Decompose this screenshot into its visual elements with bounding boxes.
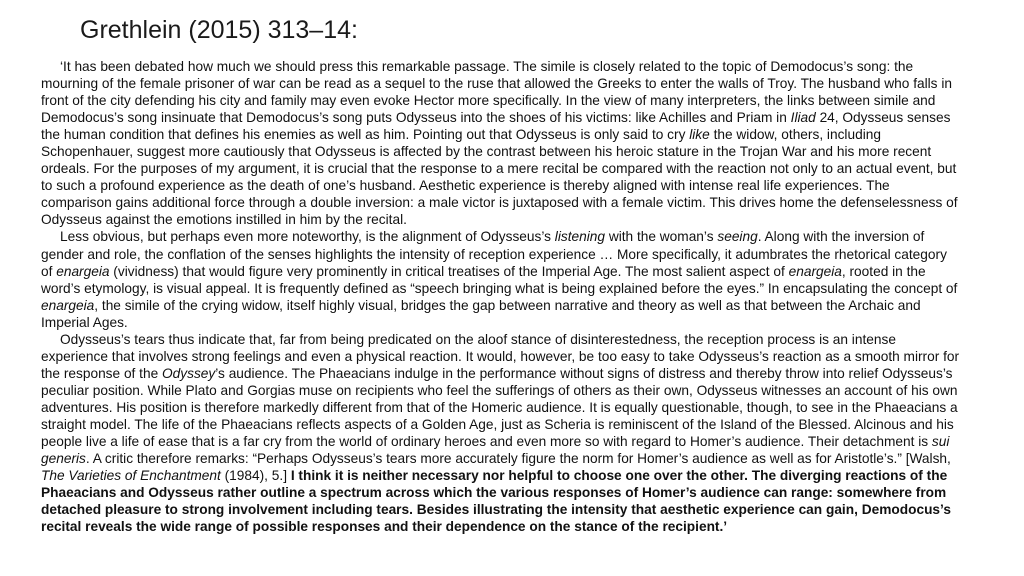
text-run: . A critic therefore remarks: “Perhaps Odysseus’s tears more accurately figure the norm for Homer’s audience as well as for Aristotle’s.” [Walsh,	[85, 451, 951, 467]
text-run: 24, Odysseus senses the human condition that defines his enemies as well as him. Pointing out that Odysseus is only said to cry	[41, 110, 951, 143]
italic-text-run: enargeia	[41, 297, 95, 313]
slide-title: Grethlein (2015) 313–14:	[80, 16, 358, 44]
text-run: the widow, others, including Schopenhauer, suggest more cautiously that Odysseus is affected by the contrast between his heroic stature in the Trojan War and his more recent ordeals. For the purposes of my argument, it is crucial that the response to a mere recital be compared with the reaction not only to an actual event, but to such a profound experience as the death of one’s husband. Aesthetic experience is thereby aligned with intense real life experiences. The comparison gains additional force through a double inversion: a male victor is juxtaposed with a female victim. This drives home the defenselessness of Odysseus against the emotions instilled in him by the recital.	[41, 127, 958, 228]
italic-text-run: enargeia	[788, 263, 842, 279]
italic-text-run: listening	[554, 229, 606, 245]
text-run: with the woman’s	[605, 229, 718, 245]
quote-paragraph-3	[41, 331, 961, 536]
italic-text-run: Iliad	[790, 110, 816, 126]
text-run: (1984), 5.]	[220, 468, 291, 484]
bold-text-run: I think it is neither necessary nor helpful to choose one over the other. The diverging reactions of the Phaeacians and Odysseus rather outline a spectrum across which the various responses of Homer’s audience can range: somewhere from detached pleasure to strong involvement including tears. Besides illustrating the intensity that aesthetic experience can gain, Demodocus’s recital reveals the wide range of possible responses and their dependence on the stance of the recipient.’	[41, 468, 951, 535]
quotation-body	[41, 58, 961, 535]
quote-paragraph-2	[41, 228, 961, 330]
text-run: Less obvious, but perhaps even more noteworthy, is the alignment of Odysseus’s	[60, 229, 555, 245]
italic-text-run: seeing	[717, 229, 758, 245]
italic-text-run: sui generis	[41, 434, 950, 467]
italic-text-run: Odyssey	[162, 365, 216, 381]
text-run: (vividness) that would figure very prominently in critical treatises of the Imperial Age. The most salient aspect of	[109, 263, 789, 279]
text-run: Odysseus’s tears thus indicate that, far from being predicated on the aloof stance of disinterestedness, the reception process is an intense experience that involves strong feelings and even a physical reaction. It would, however, be too easy to take Odysseus’s reaction as a smooth mirror for the response of the	[41, 331, 960, 381]
italic-text-run: The Varieties of Enchantment	[41, 468, 221, 484]
text-run: , rooted in the word’s etymology, is visual appeal. It is frequently defined as “speech bringing what is being explained before the eyes.” In encapsulating the concept of	[41, 263, 958, 296]
text-run: . Along with the inversion of gender and role, the conflation of the senses highlights the intensity of reception experience … More specifically, it adumbrates the rhetorical category of	[41, 229, 947, 279]
text-run: ‘It has been debated how much we should press this remarkable passage. The simile is closely related to the topic of Demodocus’s song: the mourning of the female prisoner of war can be read as a sequel to the ruse that allowed the Greeks to enter the walls of Troy. The husband who falls in front of the city defending his city and family may even evoke Hector more specifically. In the view of many interpreters, the links between simile and Demodocus’s song insinuate that Demodocus’s song puts Odysseus into the shoes of his victims: like Achilles and Priam in	[41, 59, 952, 126]
text-run: , the simile of the crying widow, itself highly visual, bridges the gap between narrative and theory as well as that between the Archaic and Imperial Ages.	[41, 297, 921, 330]
italic-text-run: enargeia	[56, 263, 110, 279]
quote-paragraph-1	[41, 58, 961, 228]
italic-text-run: like	[689, 127, 710, 143]
text-run: ’s audience. The Phaeacians indulge in the performance without signs of distress and thereby throw into relief Odysseus’s peculiar position. While Plato and Gorgias muse on recipients who feel the sufferings of others as their own, Odysseus witnesses an account of his own adventures. His position is therefore markedly different from that of the Homeric audience. It is equally questionable, though, to see in the Phaeacians a straight model. The life of the Phaeacians reflects aspects of a Golden Age, just as Scheria is reminiscent of the Island of the Blessed. Alcinous and his people live a life of ease that is a far cry from the world of ordinary heroes and even more so with regard to Homer’s audience. Their detachment is	[41, 365, 958, 450]
